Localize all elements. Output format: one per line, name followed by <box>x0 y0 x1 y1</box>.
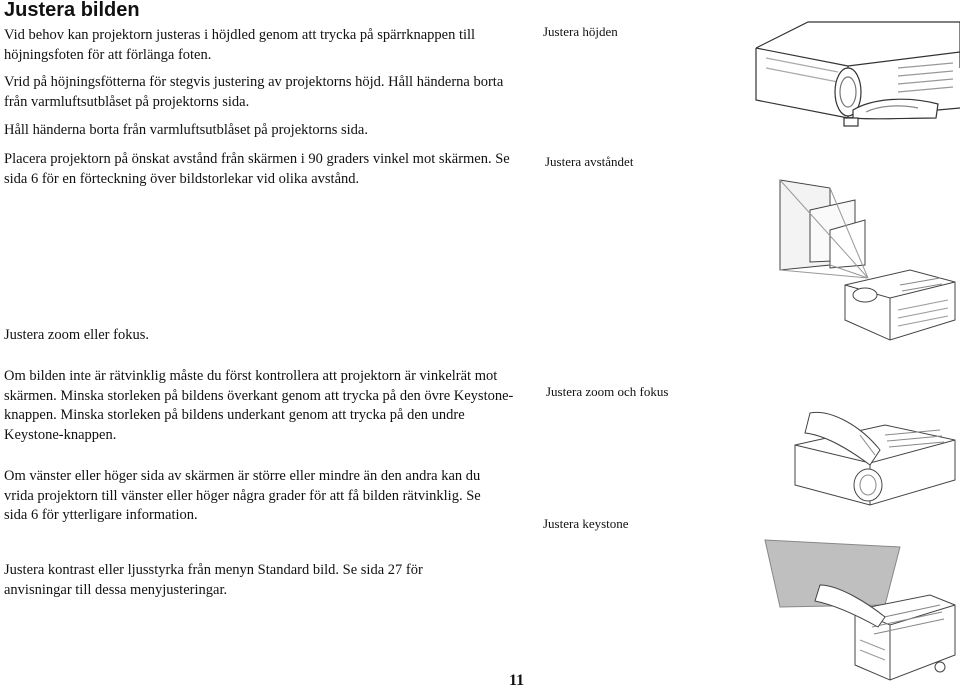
page-number: 11 <box>509 672 525 689</box>
paragraph-keystone: Om bilden inte är rätvinklig måste du först kontrollera att projektorn är vinkelrät mot skärmen. Minska storleken på bildens överkant genom att trycka på den övre Keystone-knappen. Minska storleken på bildens underkant genom att trycka på den undre Keystone-knappen. <box>4 368 514 443</box>
projector-height-illustration <box>748 8 960 138</box>
projector-distance-illustration <box>770 170 960 345</box>
paragraph-height-release: Vid behov kan projektorn justeras i höjdled genom att trycka på spärrknappen till höjningsfoten för att förlänga foten. <box>4 27 476 63</box>
paragraph-vent-warning: Håll händerna borta från varmluftsutblåset på projektorns sida. <box>4 122 368 138</box>
page-title: Justera bilden <box>4 0 140 21</box>
paragraph-rotate: Om vänster eller höger sida av skärmen är större eller mindre än den andra kan du vrida projektorn till vänster eller höger några grader för att få bilden rätvinklig. Se sida 6 för ytterligare information. <box>4 468 481 523</box>
projector-zoom-focus-illustration <box>790 405 960 515</box>
paragraph-height-fine-adjust: Vrid på höjningsfötterna för stegvis justering av projektorns höjd. Håll händerna borta från varmluftsutblåset på projektorns sida. <box>4 74 504 110</box>
caption-height: Justera höjden <box>543 24 618 39</box>
caption-keystone: Justera keystone <box>543 516 629 531</box>
paragraph-distance: Placera projektorn på önskat avstånd från skärmen i 90 graders vinkel mot skärmen. Se sida 6 för en förteckning över bildstorlekar vid olika avstånd. <box>4 151 510 187</box>
projector-keystone-illustration <box>760 535 960 685</box>
paragraph-contrast: Justera kontrast eller ljusstyrka från menyn Standard bild. Se sida 27 för anvisningar till dessa menyjusteringar. <box>4 562 423 598</box>
caption-distance: Justera avståndet <box>545 154 634 169</box>
caption-zoom-focus: Justera zoom och fokus <box>546 384 669 399</box>
paragraph-zoom-focus: Justera zoom eller fokus. <box>4 327 149 343</box>
